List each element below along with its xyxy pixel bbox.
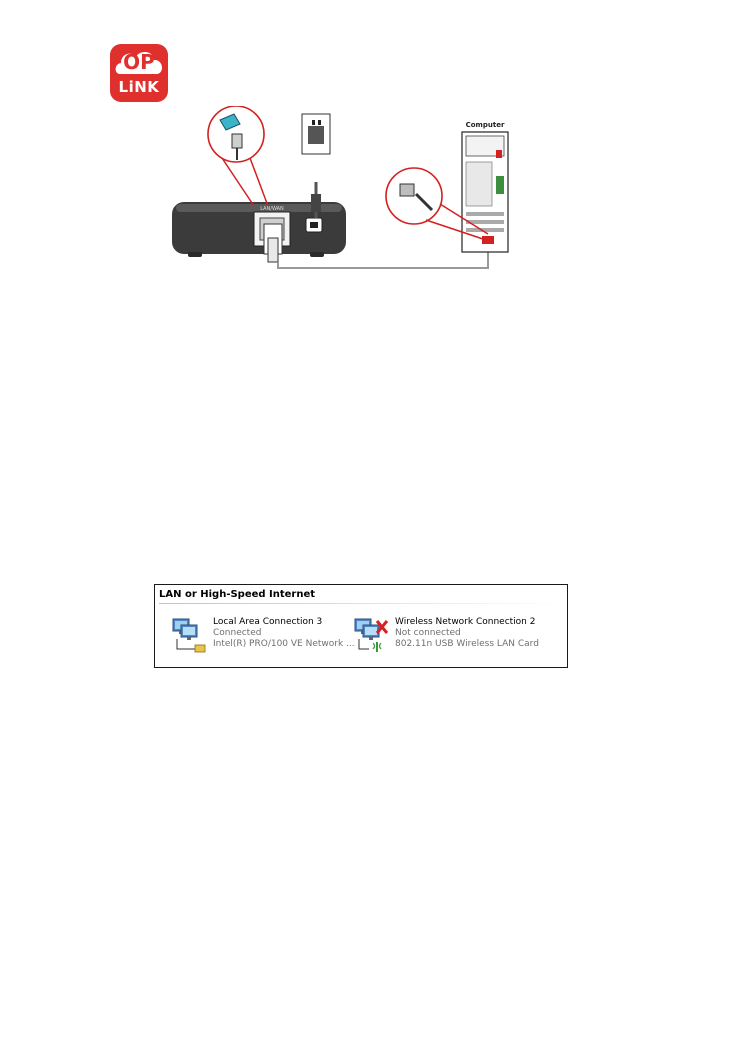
wall-outlet xyxy=(302,114,330,154)
connection-diagram xyxy=(170,106,530,274)
connection-status: Not connected xyxy=(395,628,461,638)
panel-header: LAN or High-Speed Internet xyxy=(159,589,316,600)
oplink-logo xyxy=(110,44,168,102)
connection-name: Local Area Connection 3 xyxy=(213,617,323,627)
connection-device: Intel(R) PRO/100 VE Network ... xyxy=(213,639,355,649)
connection-device: 802.11n USB Wireless LAN Card xyxy=(395,639,539,649)
header-divider xyxy=(159,603,563,604)
connection-item-lan[interactable] xyxy=(169,615,359,659)
ethernet-plug xyxy=(264,224,282,262)
network-connections-panel xyxy=(154,584,568,668)
logo-text-op: OP xyxy=(123,50,155,74)
connection-status: Connected xyxy=(213,628,262,638)
connection-item-wireless[interactable] xyxy=(351,615,561,659)
port-label: LAN/WAN xyxy=(260,206,284,212)
wireless-network-disconnected-icon xyxy=(351,615,391,655)
wired-network-icon xyxy=(169,615,209,655)
computer-label: Computer xyxy=(465,121,505,129)
logo-text-link: LiNK xyxy=(118,78,160,96)
plug-callout xyxy=(208,106,268,206)
power-port xyxy=(306,218,322,232)
connection-name: Wireless Network Connection 2 xyxy=(395,617,536,627)
